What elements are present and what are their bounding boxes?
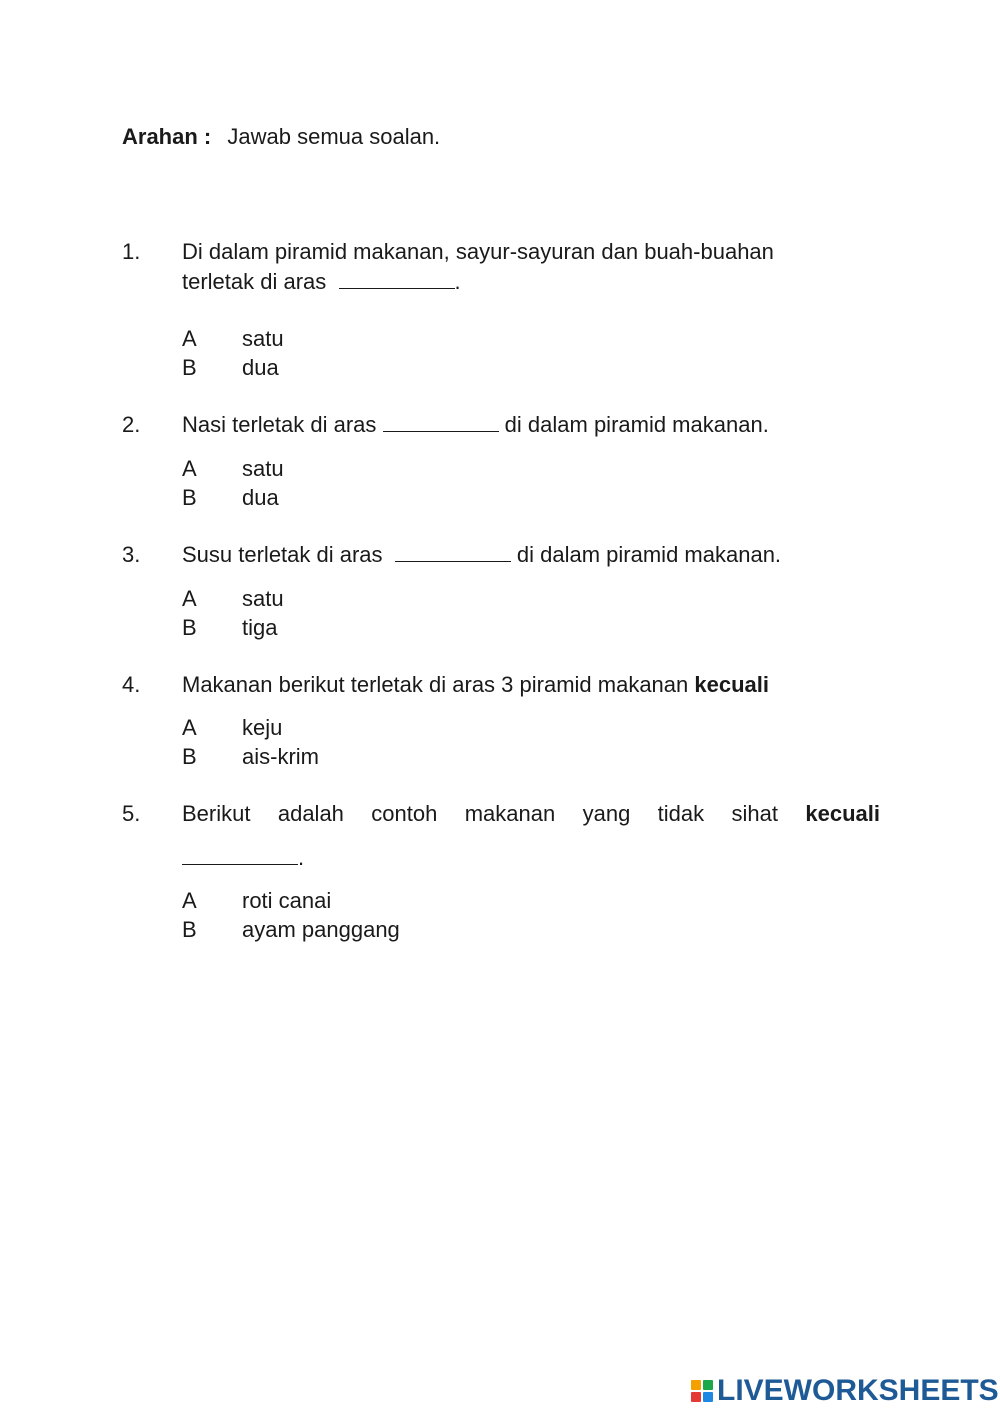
question-2 (122, 410, 880, 440)
option-letter: A (182, 715, 197, 740)
question-text: Susu terletak di aras di dalam piramid makanan. (182, 542, 782, 567)
liveworksheets-brand (691, 1374, 999, 1408)
option-a[interactable] (182, 713, 282, 743)
question-5-blank-line: . (122, 843, 880, 873)
option-b[interactable] (182, 353, 279, 383)
option-letter: A (182, 456, 197, 481)
option-letter: B (182, 615, 197, 640)
question-1 (122, 237, 880, 297)
emphasis-word: kecuali (805, 801, 880, 826)
option-text: satu (242, 456, 284, 481)
question-number: 3. (122, 542, 141, 567)
option-text: dua (242, 485, 279, 510)
instruction-label: Arahan : (122, 124, 212, 149)
option-letter: A (182, 326, 197, 351)
option-letter: A (182, 586, 197, 611)
question-number: 1. (122, 239, 141, 264)
question-5 (122, 799, 880, 829)
option-letter: B (182, 355, 197, 380)
liveworksheets-logo-icon (691, 1380, 713, 1402)
option-b[interactable] (182, 915, 400, 945)
option-text: satu (242, 586, 284, 611)
option-a[interactable] (182, 886, 331, 916)
question-line: terletak di aras . (182, 269, 461, 294)
question-number: 5. (122, 801, 141, 826)
question-text: Berikut adalah contoh makanan yang tidak sihat kecuali (182, 801, 880, 826)
question-4 (122, 670, 880, 700)
answer-blank[interactable] (182, 844, 298, 865)
option-b[interactable] (182, 613, 277, 643)
question-text (182, 237, 880, 297)
brand-name: LIVEWORKSHEETS (717, 1374, 999, 1407)
emphasis-word: kecuali (694, 672, 769, 697)
question-text: Nasi terletak di aras di dalam piramid makanan. (182, 412, 769, 437)
option-letter: B (182, 485, 197, 510)
option-a[interactable] (182, 584, 284, 614)
option-letter: A (182, 888, 197, 913)
option-text: keju (242, 715, 283, 740)
answer-blank[interactable] (383, 411, 499, 432)
option-text: tiga (242, 615, 278, 640)
answer-blank[interactable] (339, 268, 455, 289)
option-a[interactable] (182, 324, 284, 354)
option-text: satu (242, 326, 284, 351)
instruction-text: Jawab semua soalan. (227, 124, 441, 149)
option-text: roti canai (242, 888, 332, 913)
option-letter: B (182, 744, 197, 769)
option-text: ayam panggang (242, 917, 400, 942)
question-number: 4. (122, 672, 141, 697)
question-line: Di dalam piramid makanan, sayur-sayuran dan buah-buahan (182, 239, 774, 264)
option-b[interactable] (182, 483, 279, 513)
question-text: Makanan berikut terletak di aras 3 piramid makanan kecuali (182, 672, 769, 697)
instruction-line (122, 122, 440, 152)
answer-blank[interactable] (395, 541, 511, 562)
question-3 (122, 540, 880, 570)
option-text: dua (242, 355, 279, 380)
option-a[interactable] (182, 454, 284, 484)
option-text: ais-krim (242, 744, 319, 769)
question-number: 2. (122, 412, 141, 437)
option-b[interactable] (182, 742, 319, 772)
option-letter: B (182, 917, 197, 942)
